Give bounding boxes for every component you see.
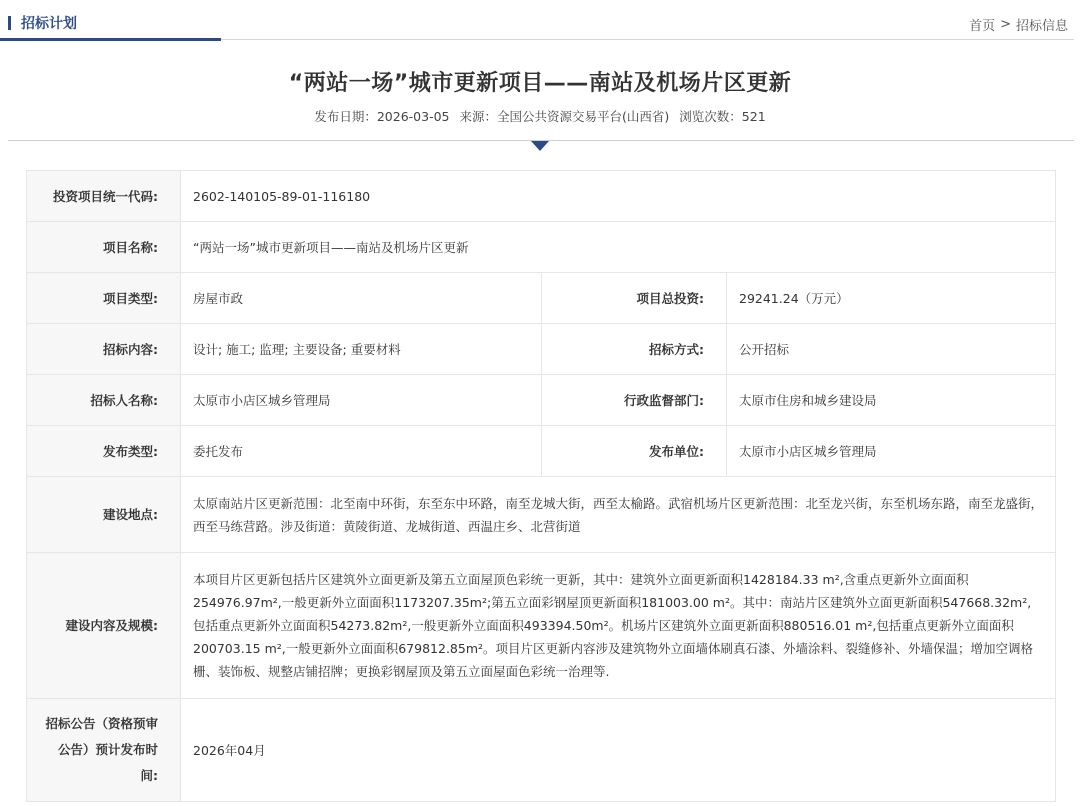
name-value: “两站一场”城市更新项目——南站及机场片区更新 [181,222,1056,273]
section-title-text: 招标计划 [21,16,77,32]
source: 全国公共资源交易平台(山西省) [497,109,670,124]
table-row [27,699,1056,802]
tenderer-value: 太原市小店区城乡管理局 [181,375,542,426]
breadcrumb-separator: > [1000,17,1011,32]
table-row [27,426,1056,477]
publish-date: 2026-03-05 [376,109,450,124]
method-value: 公开招标 [727,324,1056,375]
top-bar [0,0,1080,42]
notice-time-label: 招标公告（资格预审公告）预计发布时间: [27,699,181,802]
code-value: 2602-140105-89-01-116180 [181,171,1056,222]
table-row [27,222,1056,273]
table-row [27,171,1056,222]
release-unit-value: 太原市小店区城乡管理局 [727,426,1056,477]
source-label: 来源： [459,109,498,124]
content-label: 招标内容: [27,324,181,375]
publish-date-label: 发布日期： [314,109,377,124]
breadcrumb-home-link[interactable]: 首页 [969,19,996,34]
notice-time-value: 2026年04月 [181,699,1056,802]
location-label: 建设地点: [27,477,181,553]
divider-arrow-icon [531,141,549,151]
breadcrumb [969,15,1068,34]
table-row [27,273,1056,324]
article-meta [0,107,1080,125]
release-type-value: 委托发布 [181,426,542,477]
release-unit-label: 发布单位: [542,426,727,477]
investment-value: 29241.24（万元） [727,273,1056,324]
tenderer-label: 招标人名称: [27,375,181,426]
investment-label: 项目总投资: [542,273,727,324]
header-divider-accent [0,38,221,41]
section-title-accent [8,16,11,30]
table-row [27,324,1056,375]
type-label: 项目类型: [27,273,181,324]
location-value: 太原南站片区更新范围：北至南中环街，东至东中环路，南至龙城大街，西至太榆路。武宿机场片区更新范围：北至龙兴街，东至机场东路，南至龙盛街，西至马练营路。涉及街道：黄陵街道、龙城街道、西温庄乡、北营街道 [181,477,1056,553]
scale-label: 建设内容及规模: [27,553,181,699]
views-count: 521 [741,109,766,124]
project-info-table [26,170,1056,802]
content-value: 设计; 施工; 监理; 主要设备; 重要材料 [181,324,542,375]
table-row [27,477,1056,553]
scale-value: 本项目片区更新包括片区建筑外立面更新及第五立面屋顶色彩统一更新，其中：建筑外立面更新面积1428184.33 m²,含重点更新外立面面积254976.97m²,一般更新外立面面积1173207.35m²;第五立面彩钢屋顶更新面积181003.00 m²。其中：南站片区建筑外立面更新面积547668.32m²,包括重点更新外立面面积54273.82m²,一般更新外立面面积493394.50m²。机场片区建筑外立面更新面积880516.01 m²,包括重点更新外立面面积200703.15 m²,一般更新外立面面积679812.85m²。项目片区更新内容涉及建筑物外立面墙体刷真石漆、外墙涂料、裂缝修补、外墙保温；增加空调格栅、装饰板、规整店铺招牌；更换彩钢屋顶及第五立面屋面色彩统一治理等. [181,553,1056,699]
breadcrumb-current-link[interactable]: 招标信息 [1015,19,1068,34]
supervisor-value: 太原市住房和城乡建设局 [727,375,1056,426]
table-row [27,553,1056,699]
section-title [8,13,77,33]
views-label: 浏览次数： [679,109,742,124]
table-row [27,375,1056,426]
code-label: 投资项目统一代码: [27,171,181,222]
type-value: 房屋市政 [181,273,542,324]
article-title: “两站一场”城市更新项目——南站及机场片区更新 [288,71,792,96]
name-label: 项目名称: [27,222,181,273]
release-type-label: 发布类型: [27,426,181,477]
supervisor-label: 行政监督部门: [542,375,727,426]
method-label: 招标方式: [542,324,727,375]
